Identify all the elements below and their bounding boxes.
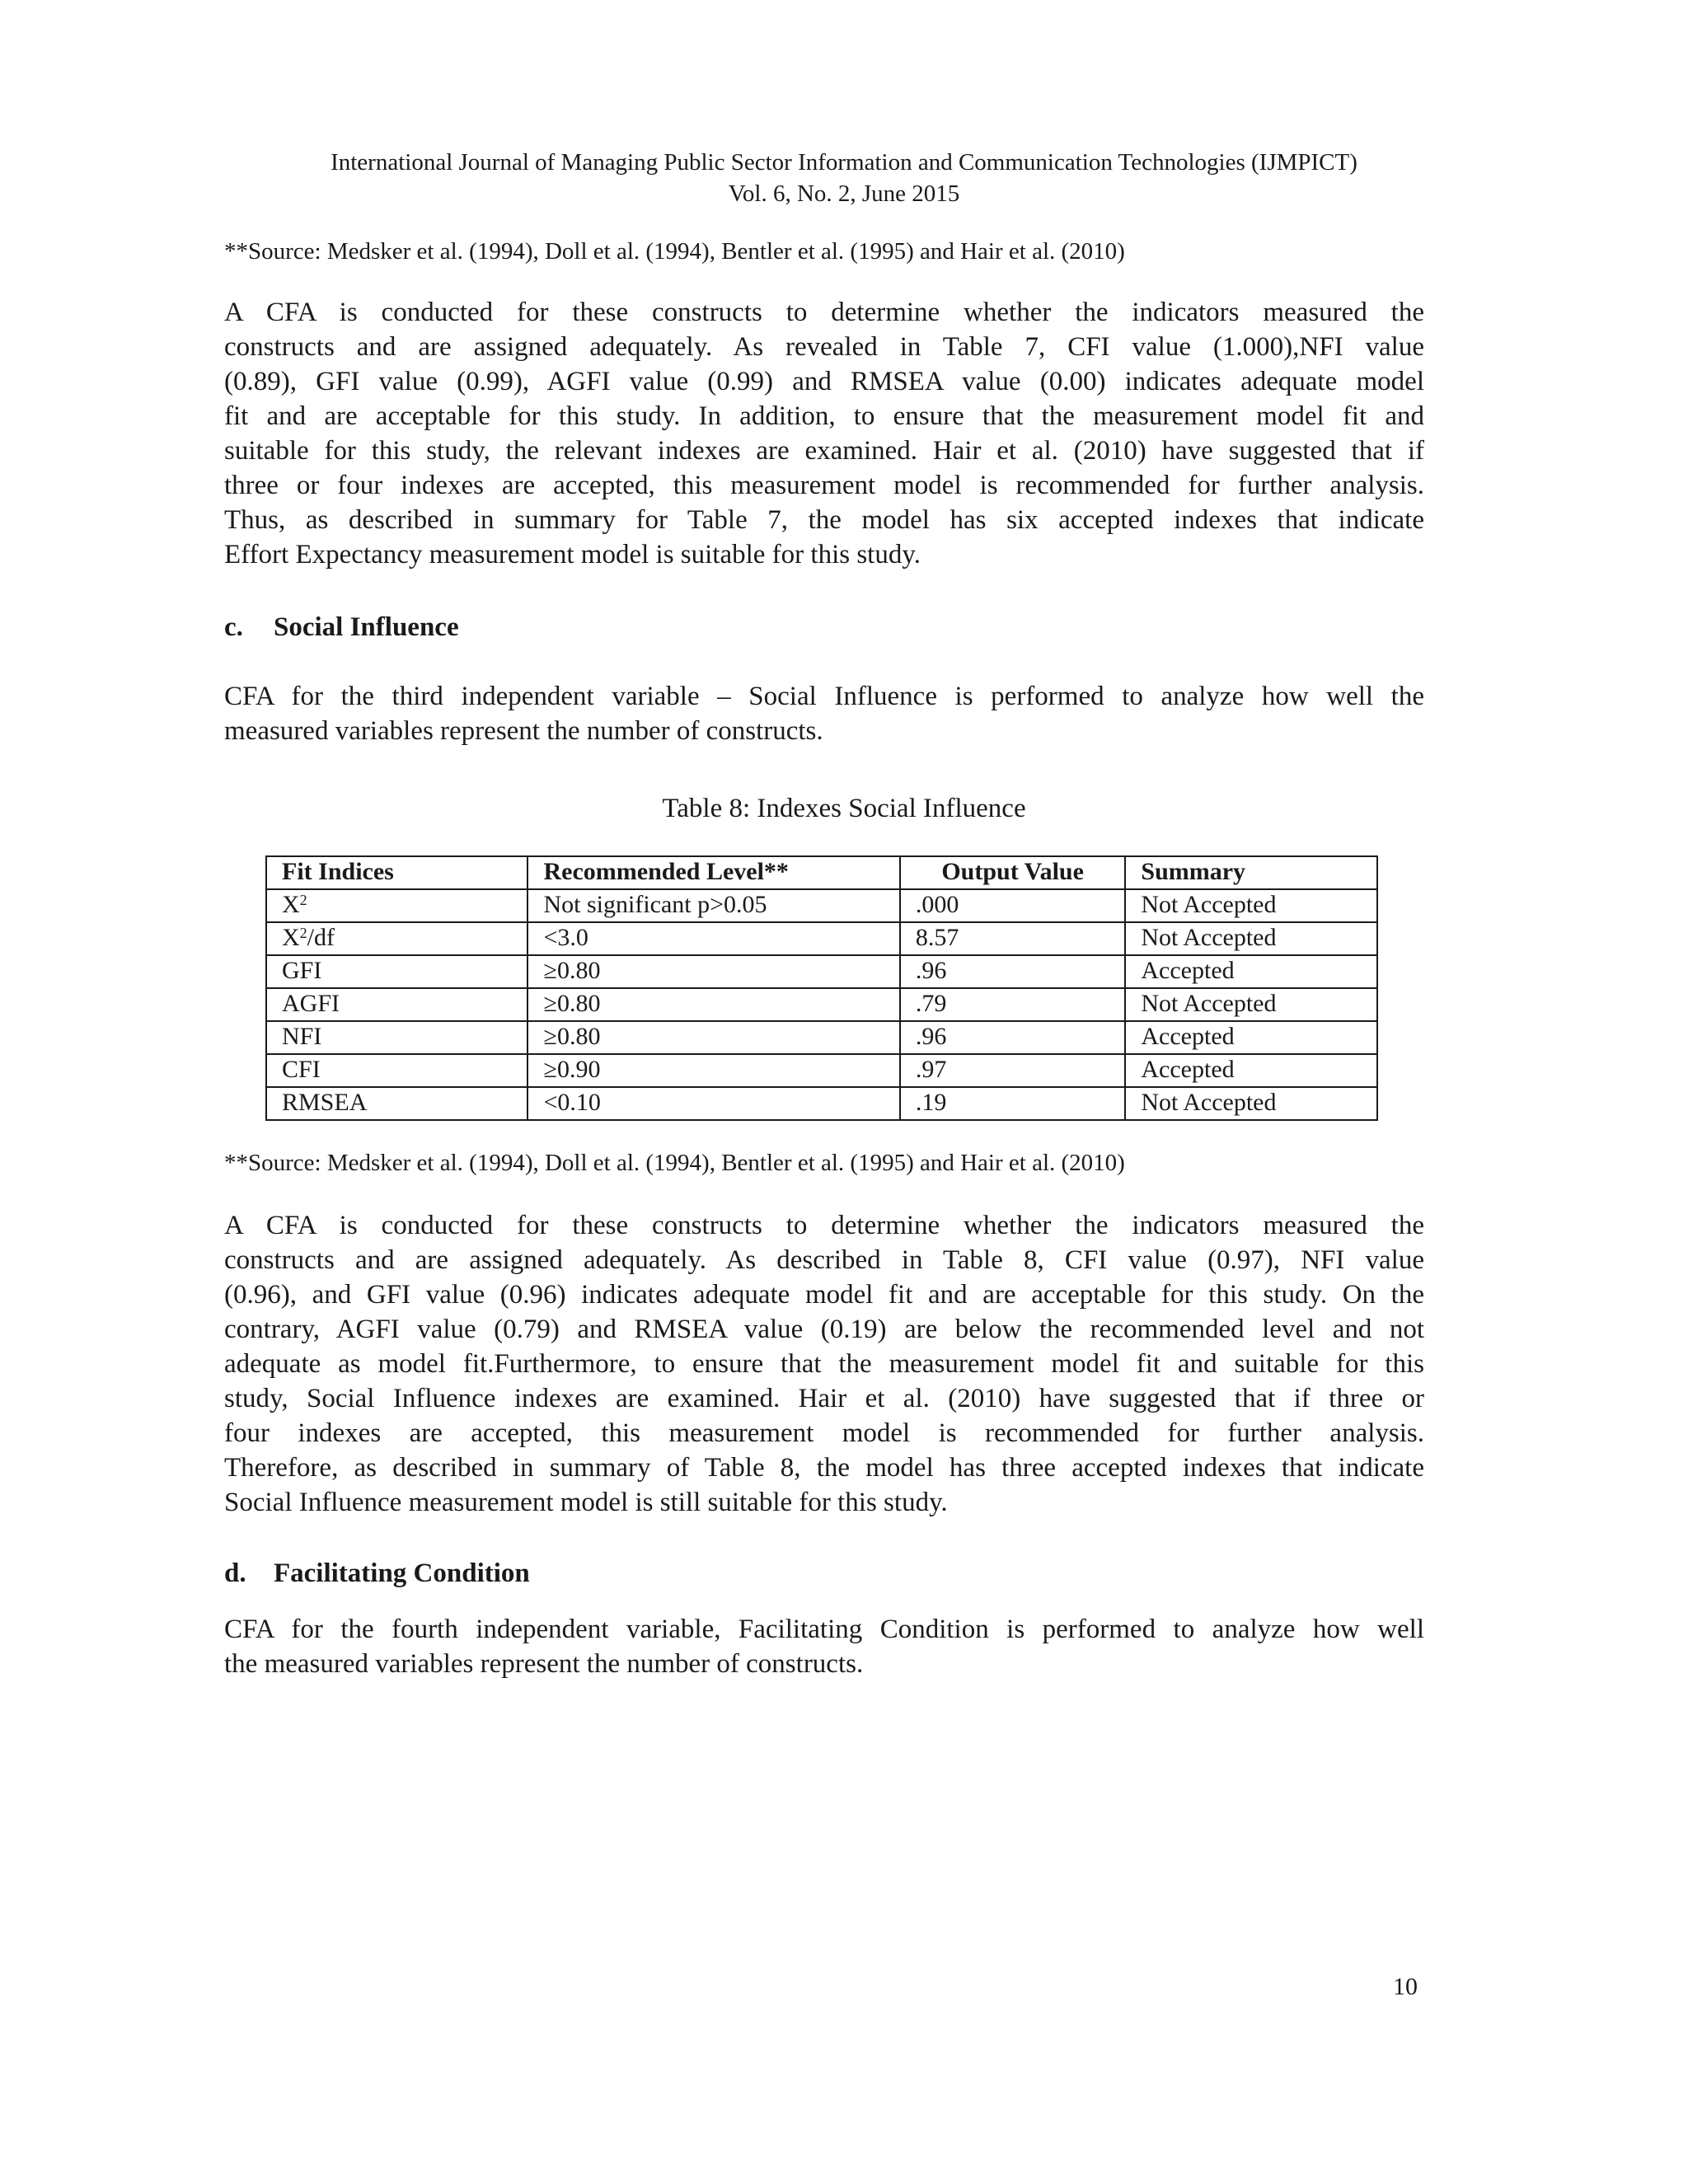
output-value-cell: .97 — [900, 1054, 1126, 1087]
text-line: A CFA is conducted for these constructs to determine whether the indicators measured the — [224, 1211, 1424, 1240]
text-line: fit and are acceptable for this study. In addition, to ensure that the measurement model fit and — [224, 401, 1424, 431]
text-line: constructs and are assigned adequately. As revealed in Table 7, CFI value (1.000),NFI value — [224, 332, 1424, 362]
text-line: A CFA is conducted for these constructs to determine whether the indicators measured the — [224, 298, 1424, 327]
column-header: Summary — [1125, 856, 1377, 889]
section-letter: c. — [224, 612, 243, 642]
fit-indices-table — [265, 855, 1378, 1121]
recommended-level-cell: ≥0.80 — [528, 1021, 899, 1054]
output-value-cell: .96 — [900, 955, 1126, 988]
text-line: adequate as model fit.Furthermore, to ensure that the measurement model fit and suitable for this — [224, 1349, 1424, 1379]
paragraph-social-influence-intro — [224, 679, 1424, 748]
output-value-cell: .19 — [900, 1087, 1126, 1120]
text-line: Social Influence measurement model is still suitable for this study. — [224, 1488, 948, 1517]
text-line: the measured variables represent the number of constructs. — [224, 1649, 864, 1679]
text-line: suitable for this study, the relevant indexes are examined. Hair et al. (2010) have suggested that if — [224, 436, 1424, 466]
text-line: (0.96), and GFI value (0.96) indicates adequate model fit and are acceptable for this study. On the — [224, 1280, 1424, 1310]
fit-index-cell: NFI — [266, 1021, 528, 1054]
summary-cell: Not Accepted — [1125, 1087, 1377, 1120]
column-header: Fit Indices — [266, 856, 528, 889]
recommended-level-cell: ≥0.80 — [528, 955, 899, 988]
table-row — [266, 1021, 1377, 1054]
summary-cell: Accepted — [1125, 1021, 1377, 1054]
recommended-level-cell: ≥0.80 — [528, 988, 899, 1021]
fit-index-cell: AGFI — [266, 988, 528, 1021]
fit-index-cell: RMSEA — [266, 1087, 528, 1120]
text-line: CFA for the third independent variable – Social Influence is performed to analyze how well the — [224, 682, 1424, 711]
recommended-level-cell: <3.0 — [528, 922, 899, 955]
output-value-cell: .96 — [900, 1021, 1126, 1054]
source-note-2: **Source: Medsker et al. (1994), Doll et al. (1994), Bentler et al. (1995) and Hair et al. (2010) — [224, 1150, 1125, 1176]
section-title: Facilitating Condition — [274, 1558, 530, 1588]
paragraph-facilitating-condition-intro — [224, 1612, 1424, 1681]
section-title: Social Influence — [274, 612, 459, 642]
paragraph-table8-discussion — [224, 1208, 1424, 1520]
journal-volume: Vol. 6, No. 2, June 2015 — [728, 180, 960, 207]
table-row — [266, 922, 1377, 955]
output-value-cell: .000 — [900, 889, 1126, 922]
summary-cell: Not Accepted — [1125, 889, 1377, 922]
table-header-row — [266, 856, 1377, 889]
journal-title: International Journal of Managing Public Sector Information and Communication Technologies (IJMPICT) — [331, 149, 1357, 176]
section-heading-social-influence — [224, 610, 459, 644]
text-line: CFA for the fourth independent variable, Facilitating Condition is performed to analyze how well — [224, 1615, 1424, 1644]
output-value-cell: .79 — [900, 988, 1126, 1021]
summary-cell: Not Accepted — [1125, 988, 1377, 1021]
text-line: Therefore, as described in summary of Table 8, the model has three accepted indexes that indicate — [224, 1453, 1424, 1483]
recommended-level-cell: Not significant p>0.05 — [528, 889, 899, 922]
text-line: measured variables represent the number of constructs. — [224, 716, 823, 746]
paragraph-table7-discussion — [224, 295, 1424, 572]
table-row — [266, 955, 1377, 988]
text-line: study, Social Influence indexes are examined. Hair et al. (2010) have suggested that if three or — [224, 1384, 1424, 1413]
text-line: constructs and are assigned adequately. As described in Table 8, CFI value (0.97), NFI value — [224, 1245, 1424, 1275]
section-heading-facilitating-condition — [224, 1556, 530, 1591]
output-value-cell: 8.57 — [900, 922, 1126, 955]
text-line: three or four indexes are accepted, this measurement model is recommended for further analysis. — [224, 471, 1424, 500]
text-line: four indexes are accepted, this measurement model is recommended for further analysis. — [224, 1418, 1424, 1448]
section-letter: d. — [224, 1558, 246, 1588]
table-row — [266, 1054, 1377, 1087]
column-header: Output Value — [900, 856, 1126, 889]
table-row — [266, 988, 1377, 1021]
column-header: Recommended Level** — [528, 856, 899, 889]
recommended-level-cell: ≥0.90 — [528, 1054, 899, 1087]
text-line: contrary, AGFI value (0.79) and RMSEA value (0.19) are below the recommended level and not — [224, 1315, 1424, 1344]
text-line: Effort Expectancy measurement model is suitable for this study. — [224, 540, 921, 569]
page-number: 10 — [1393, 1973, 1418, 2000]
table-row — [266, 1087, 1377, 1120]
fit-index-cell: GFI — [266, 955, 528, 988]
recommended-level-cell: <0.10 — [528, 1087, 899, 1120]
fit-index-cell: $X^2/df$ — [266, 922, 528, 955]
fit-index-cell: $X^2$ — [266, 889, 528, 922]
summary-cell: Not Accepted — [1125, 922, 1377, 955]
source-note: **Source: Medsker et al. (1994), Doll et al. (1994), Bentler et al. (1995) and Hair et al. (2010) — [224, 238, 1125, 265]
table-caption: Table 8: Indexes Social Influence — [662, 794, 1026, 823]
fit-index-cell: CFI — [266, 1054, 528, 1087]
table-row — [266, 889, 1377, 922]
summary-cell: Accepted — [1125, 1054, 1377, 1087]
summary-cell: Accepted — [1125, 955, 1377, 988]
text-line: (0.89), GFI value (0.99), AGFI value (0.99) and RMSEA value (0.00) indicates adequate model — [224, 367, 1424, 396]
text-line: Thus, as described in summary for Table 7, the model has six accepted indexes that indicate — [224, 505, 1424, 535]
